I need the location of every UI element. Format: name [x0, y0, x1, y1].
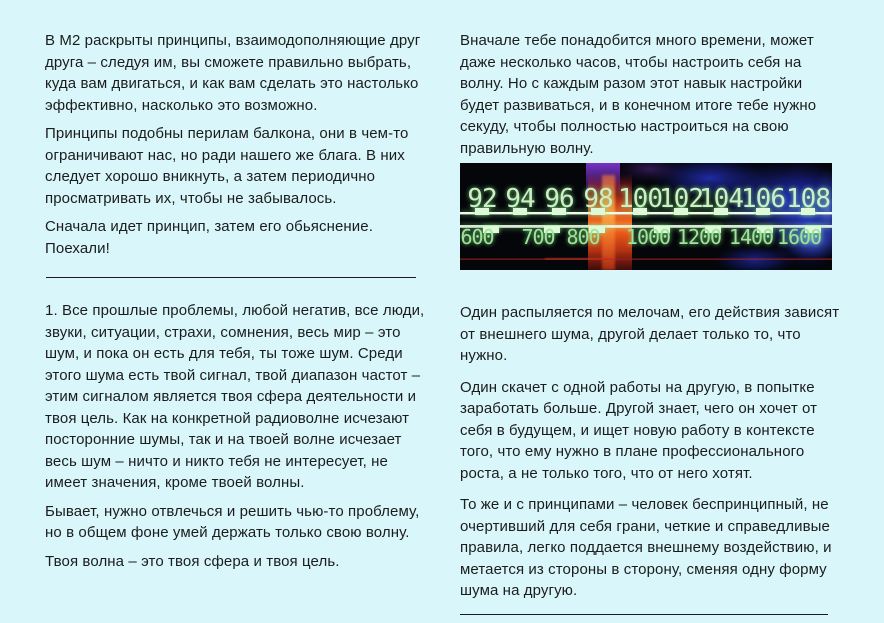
svg-text:100: 100: [618, 184, 662, 214]
svg-text:1400: 1400: [728, 225, 774, 249]
paragraph-tuning-time: Вначале тебе понадобится много времени, может даже несколько часов, чтобы настроить себя на волну. Но с каждым разом этот навык настройки будет развиваться, и в конечном итоге тебе нужно секуду, чтобы полностью настроиться на свою правильную волну.: [460, 32, 817, 157]
faint-red-line: [460, 259, 832, 260]
svg-text:102: 102: [659, 184, 703, 214]
paragraph-principle-1: 1. Все прошлые проблемы, любой негатив, все люди, звуки, ситуации, страхи, сомнения, весь мир – это шум, и пока он есть для тебя, ты тоже шум. Среди этого шума есть твой сигнал, твой диапазон частот – этим сигналом является твоя сфера деятельности и твоя цель. Как на конкретной радиоволне исчезают посторонние шумы, так и на твоей волне исчезает весь шум – ничто и никто тебя не интересует, не имеет значения, кроме твоей волны.: [45, 302, 425, 491]
paragraph-keep-your-wave: Бывает, нужно отвлечься и решить чью-то проблему, но в общем фоне умей держать только свою волну.: [45, 502, 420, 541]
paragraph-your-wave: Твоя волна – это твоя сфера и твоя цель.: [45, 552, 340, 570]
section-divider-left: [46, 277, 416, 278]
paragraph-lets-go: Сначала идет принцип, затем его обьяснение. Поехали!: [45, 218, 373, 257]
svg-text:1000: 1000: [625, 225, 671, 249]
svg-text:800: 800: [566, 225, 600, 249]
paragraph-one-scatters: Один распыляется по мелочам, его действия зависят от внешнего шума, другой делает только то, что нужно.: [460, 304, 840, 364]
svg-text:1600: 1600: [776, 225, 822, 249]
svg-text:94: 94: [505, 184, 535, 214]
right-column: [460, 30, 844, 615]
svg-text:96: 96: [544, 184, 574, 214]
tuning-needle: [586, 163, 632, 270]
paragraph-principles-railing: Принципы подобны перилам балкона, они в чем-то ограничивают нас, но ради нашего же блага. В них следует хорошо вникнуть, а затем периодично просматривать их, чтобы не забывалось.: [45, 125, 409, 207]
svg-text:106: 106: [741, 184, 785, 214]
svg-text:1200: 1200: [676, 225, 722, 249]
svg-text:700: 700: [521, 225, 555, 249]
left-column: [45, 30, 429, 579]
faint-red-line-bright: [545, 258, 615, 260]
svg-text:600: 600: [460, 225, 494, 249]
paragraph-unprincipled-man: То же и с принципами – человек беспринципный, не очертивший для себя грани, четкие и справедливые правила, легко поддается внешнему воздействию, и метается из стороны в сторону, сменяя одну форму шума на другую.: [460, 496, 832, 599]
paragraph-job-hopping: Один скачет с одной работы на другую, в попытке заработать больше. Другой знает, чего он хочет от себя в будущем, и ищет новую работу в контексте того, что ему нужно в плане профессионального роста, а не только того, что от него хотят.: [460, 378, 818, 482]
svg-text:98: 98: [583, 184, 613, 214]
svg-text:104: 104: [699, 184, 743, 214]
paragraph-intro-m2: В М2 раскрыты принципы, взаимодополняющие друг друга – следуя им, вы сможете правильно выбрать, куда вам двигаться, и как вам сделать это настолько эффективно, насколько это возможно.: [45, 32, 421, 114]
svg-text:92: 92: [467, 184, 497, 214]
radio-dial-photo: [460, 163, 832, 270]
section-divider-right: [460, 614, 828, 615]
svg-text:108: 108: [786, 184, 830, 214]
